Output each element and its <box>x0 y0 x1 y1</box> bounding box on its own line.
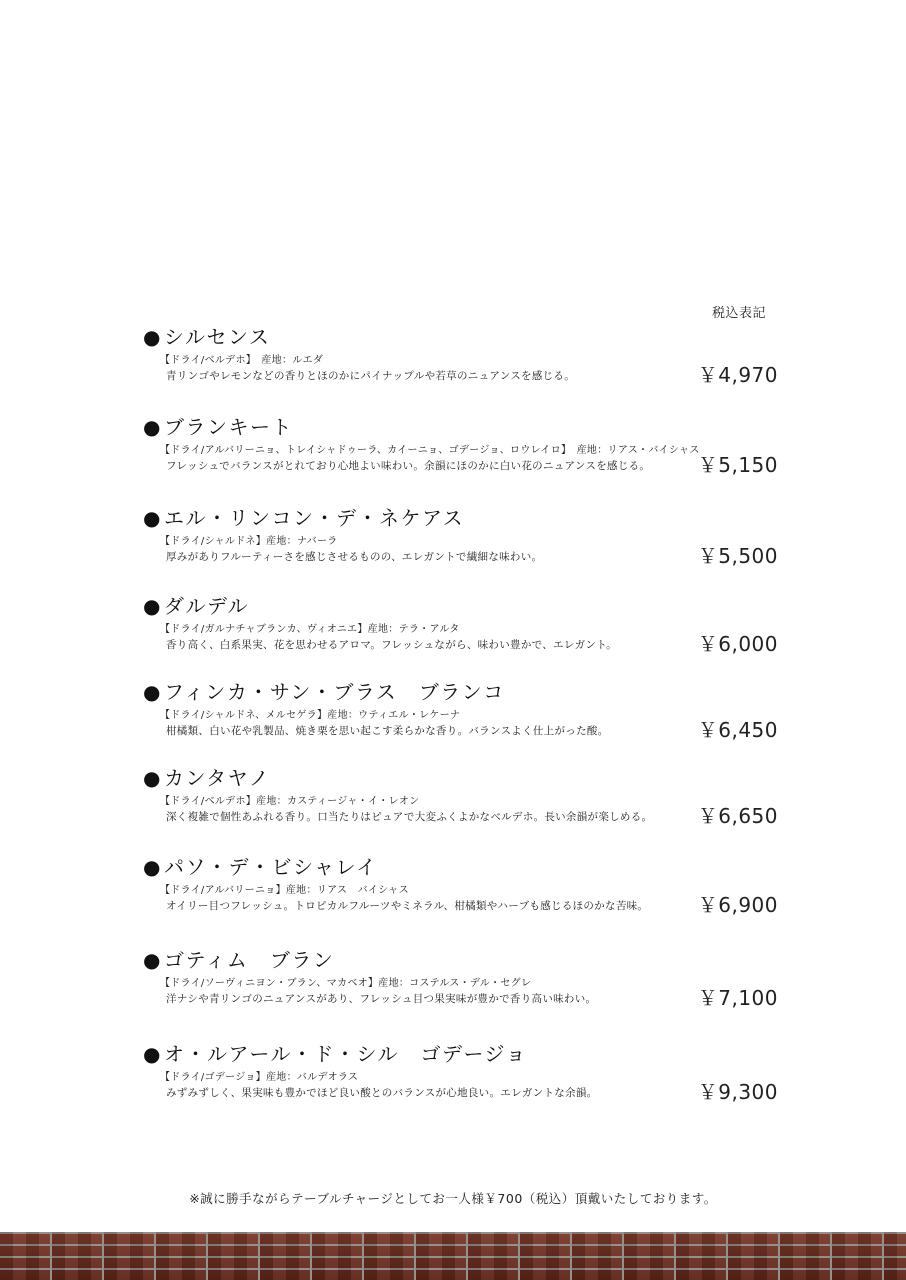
item-price: ￥5,500 <box>697 544 778 568</box>
item-name: パソ・デ・ビシャレイ <box>163 855 378 879</box>
bullet-icon: ● <box>143 325 162 349</box>
item-name: エル・リンコン・デ・ネケアス <box>163 506 465 530</box>
item-description: 洋ナシや青リンゴのニュアンスがあり、フレッシュ目つ果実味が豊かで香り高い味わい。 <box>166 993 597 1005</box>
item-description: オイリー目つフレッシュ。トロピカルフルーツやミネラル、柑橘類やハーブも感じるほのかな苦味。 <box>166 900 649 912</box>
bullet-icon: ● <box>143 766 162 790</box>
item-detail: 【ドライ/ガルナチャブランカ、ヴィオニエ】産地：テラ・アルタ <box>160 624 460 635</box>
item-detail: 【ドライ/ベルデホ】産地：カスティージャ・イ・レオン <box>160 796 420 807</box>
item-detail: 【ドライ/シャルドネ、メルセゲラ】産地：ウティエル・レケーナ <box>160 710 461 721</box>
item-name: フィンカ・サン・ブラス ブランコ <box>163 680 505 704</box>
bullet-icon: ● <box>143 948 162 972</box>
item-detail: 【ドライ/ソーヴィニヨン・ブラン、マカベオ】産地：コステルス・デル・セグレ <box>160 978 532 989</box>
bullet-icon: ● <box>143 1042 162 1066</box>
item-detail: 【ドライ/アルバリーニョ、トレイシャドゥーラ、カイーニョ、ゴデージョ、ロウレイロ】 産地：リアス・バイシャス <box>160 445 700 456</box>
bullet-icon: ● <box>143 506 162 530</box>
item-price: ￥6,000 <box>697 632 778 656</box>
table-charge-note: ※誠に勝手ながらテーブルチャージとしてお一人様￥700（税込）頂戴いたしております。 <box>189 1191 717 1206</box>
item-detail: 【ドライ/アルバリーニョ】産地：リアス バイシャス <box>160 885 409 896</box>
item-description: 香り高く、白系果実、花を思わせるアロマ。フレッシュながら、味わい豊かで、エレガント。 <box>166 639 617 651</box>
item-description: 厚みがありフルーティーさを感じさせるものの、エレガントで繊細な味わい。 <box>166 551 543 563</box>
item-detail: 【ドライ/シャルドネ】産地：ナバーラ <box>160 536 338 547</box>
item-price: ￥6,650 <box>697 804 778 828</box>
item-price: ￥6,900 <box>697 893 778 917</box>
item-price: ￥6,450 <box>697 718 778 742</box>
bullet-icon: ● <box>143 680 162 704</box>
item-name: カンタヤノ <box>163 766 271 790</box>
item-price: ￥7,100 <box>697 986 778 1010</box>
item-price: ￥4,970 <box>697 363 778 387</box>
item-description: 深く複雑で個性あふれる香り。口当たりはピュアで大変ふくよかなベルデホ。長い余韻が楽しめる。 <box>166 811 653 823</box>
item-description: 青リンゴやレモンなどの香りとほのかにパイナップルや若草のニュアンスを感じる。 <box>166 370 576 382</box>
bullet-icon: ● <box>143 415 162 439</box>
item-price: ￥9,300 <box>697 1080 778 1104</box>
item-detail: 【ドライ/ゴデージョ】産地：バルデオラス <box>160 1072 359 1083</box>
item-name: シルセンス <box>163 325 271 349</box>
item-name: ゴティム ブラン <box>163 948 335 972</box>
tax-note: 税込表記 <box>712 306 767 321</box>
item-description: フレッシュでバランスがとれており心地よい味わい。余韻にほのかに白い花のニュアンスを感じる。 <box>166 460 651 472</box>
item-detail: 【ドライ/ベルデホ】 産地：ルエダ <box>160 355 324 366</box>
bullet-icon: ● <box>143 594 162 618</box>
item-description: 柑橘類、白い花や乳製品、焼き栗を思い起こす柔らかな香り。バランスよく仕上がった酸。 <box>166 725 609 737</box>
brick-wall-decoration <box>0 1232 906 1280</box>
item-name: ダルデル <box>163 594 249 618</box>
item-name: オ・ルアール・ド・シル ゴデージョ <box>163 1042 528 1066</box>
bullet-icon: ● <box>143 855 162 879</box>
item-name: ブランキート <box>163 415 293 439</box>
item-description: みずみずしく、果実味も豊かでほど良い酸とのバランスが心地良い。エレガントな余韻。 <box>166 1087 598 1099</box>
item-price: ￥5,150 <box>697 453 778 477</box>
